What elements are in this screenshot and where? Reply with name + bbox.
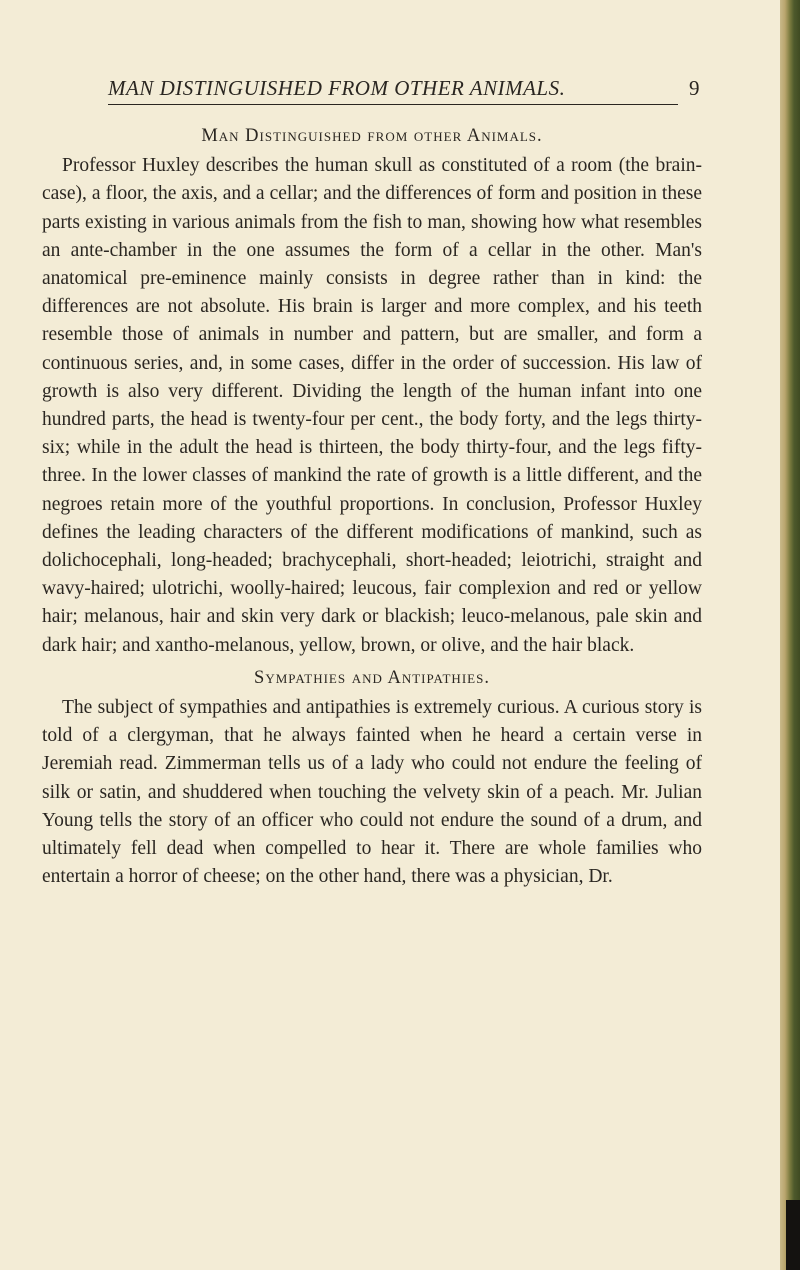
- book-spine-shadow: [786, 1200, 800, 1270]
- page-number: 9: [689, 76, 700, 100]
- section-heading: Sympathies and Antipathies.: [254, 667, 490, 688]
- section-paragraph: The subject of sympathies and antipathies is extremely curious. A curious story is told of a clergyman, that he always fainted when he heard a certain verse in Jeremiah read. Zimmerman tells us of a lady who could not endure the feeling of silk or satin, and shuddered when touching the velvety skin of a peach. Mr. Julian Young tells the story of an officer who could not endure the sound of a drum, and ultimately fell dead when compelled to hear it. There are whole families who entertain a horror of cheese; on the other hand, there was a physician, Dr.: [42, 697, 702, 888]
- running-head-title: MAN DISTINGUISHED FROM OTHER ANIMALS.: [108, 76, 566, 100]
- header-rule: [108, 104, 678, 105]
- section-paragraph: Professor Huxley describes the human skull as constituted of a room (the brain-case), a floor, the axis, and a cellar; and the differences of form and position in these parts existing in various animals from the fish to man, showing how what resembles an ante-chamber in the one assumes the form of a cellar in the other. Man's anatomical pre-eminence mainly consists in degree rather than in kind: the differences are not absolute. His brain is larger and more complex, and his teeth resemble those of animals in number and pattern, but are smaller, and form a continuous series, and, in some cases, differ in the order of succession. His law of growth is also very different. Dividing the length of the human infant into one hundred parts, the head is twenty-four per cent., the body forty, and the legs thirty-six; while in the adult the head is thirteen, the body thirty-four, and the legs fifty-three. In the lower classes of mankind the rate of growth is a little different, and the negroes retain more of the youthful proportions. In conclusion, Professor Huxley defines the leading characters of the different modifications of mankind, such as dolichocephali, long-headed; brachycephali, short-headed; leiotrichi, straight and wavy-haired; ulotrichi, woolly-haired; leucous, fair complexion and red or yellow hair; melanous, hair and skin very dark or blackish; leuco-melanous, pale skin and dark hair; and xantho-melanous, yellow, brown, or olive, and the hair black.: [42, 155, 702, 656]
- book-spine-edge: [780, 0, 800, 1270]
- section-heading: Man Distinguished from other Animals.: [201, 126, 543, 146]
- page-body: [42, 122, 702, 891]
